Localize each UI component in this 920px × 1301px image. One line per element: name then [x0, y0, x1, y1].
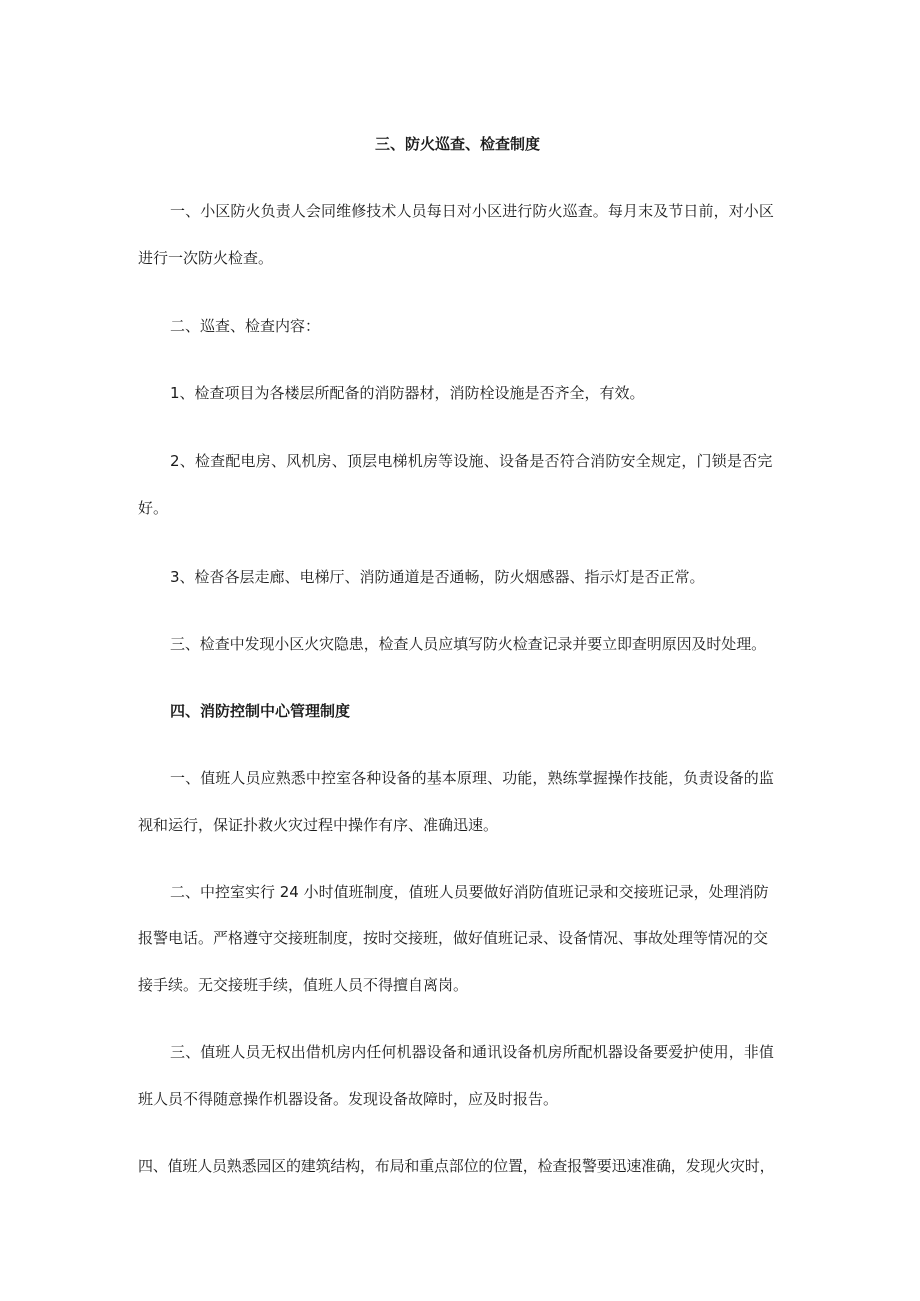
section4-p1-line1: 一、值班人员应熟悉中控室各种设备的基本原理、功能，熟练掌握操作技能，负责设备的监 [170, 769, 775, 787]
section4-p2-line3: 接手续。无交接班手续，值班人员不得擅自离岗。 [138, 976, 469, 994]
section3-item2-line2: 好。 [138, 499, 169, 517]
section4-p3-line2: 班人员不得随意操作机器设备。发现设备故障时，应及时报告。 [138, 1090, 559, 1108]
section4-p4-line1: 四、值班人员熟悉园区的建筑结构，布局和重点部位的位置，检查报警要迅速准确，发现火灾时， [138, 1157, 775, 1175]
section3-title: 三、防火巡查、检查制度 [375, 135, 541, 153]
section3-item3: 3、检沓各层走廊、电梯厅、消防通道是否通畅，防火烟感器、指示灯是否正常。 [170, 568, 705, 586]
section3-p1-line1: 一、小区防火负责人会同维修技术人员每日对小区进行防火巡查。每月末及节日前，对小区 [170, 202, 775, 220]
section3-item1: 1、检查项目为各楼层所配备的消防器材，消防栓设施是否齐全，有效。 [170, 384, 645, 402]
section4-p2-line1: 二、中控室实行 24 小时值班制度，值班人员要做好消防值班记录和交接班记录，处理消防 [170, 883, 769, 901]
section4-p3-line1: 三、值班人员无权出借机房内任何机器设备和通讯设备机房所配机器设备要爱护使用，非值 [170, 1043, 775, 1061]
section3-p2: 二、巡查、检查内容： [170, 317, 321, 335]
section3-item2-line1: 2、检查配电房、风机房、顶层电梯机房等设施、设备是否符合消防安全规定，门锁是否完 [170, 452, 773, 470]
section4-title: 四、消防控制中心管理制度 [170, 702, 351, 720]
section4-p1-line2: 视和运行，保证扑救火灾过程中操作有序、准确迅速。 [138, 816, 499, 834]
section3-p3: 三、检查中发现小区火灾隐患，检查人员应填写防火检查记录并要立即查明原因及时处理。 [170, 635, 767, 653]
section4-p2-line2: 报警电话。严格遵守交接班制度，按时交接班，做好值班记录、设备情况、事故处理等情况的交 [138, 929, 769, 947]
section3-p1-line2: 进行一次防火检查。 [138, 249, 274, 267]
